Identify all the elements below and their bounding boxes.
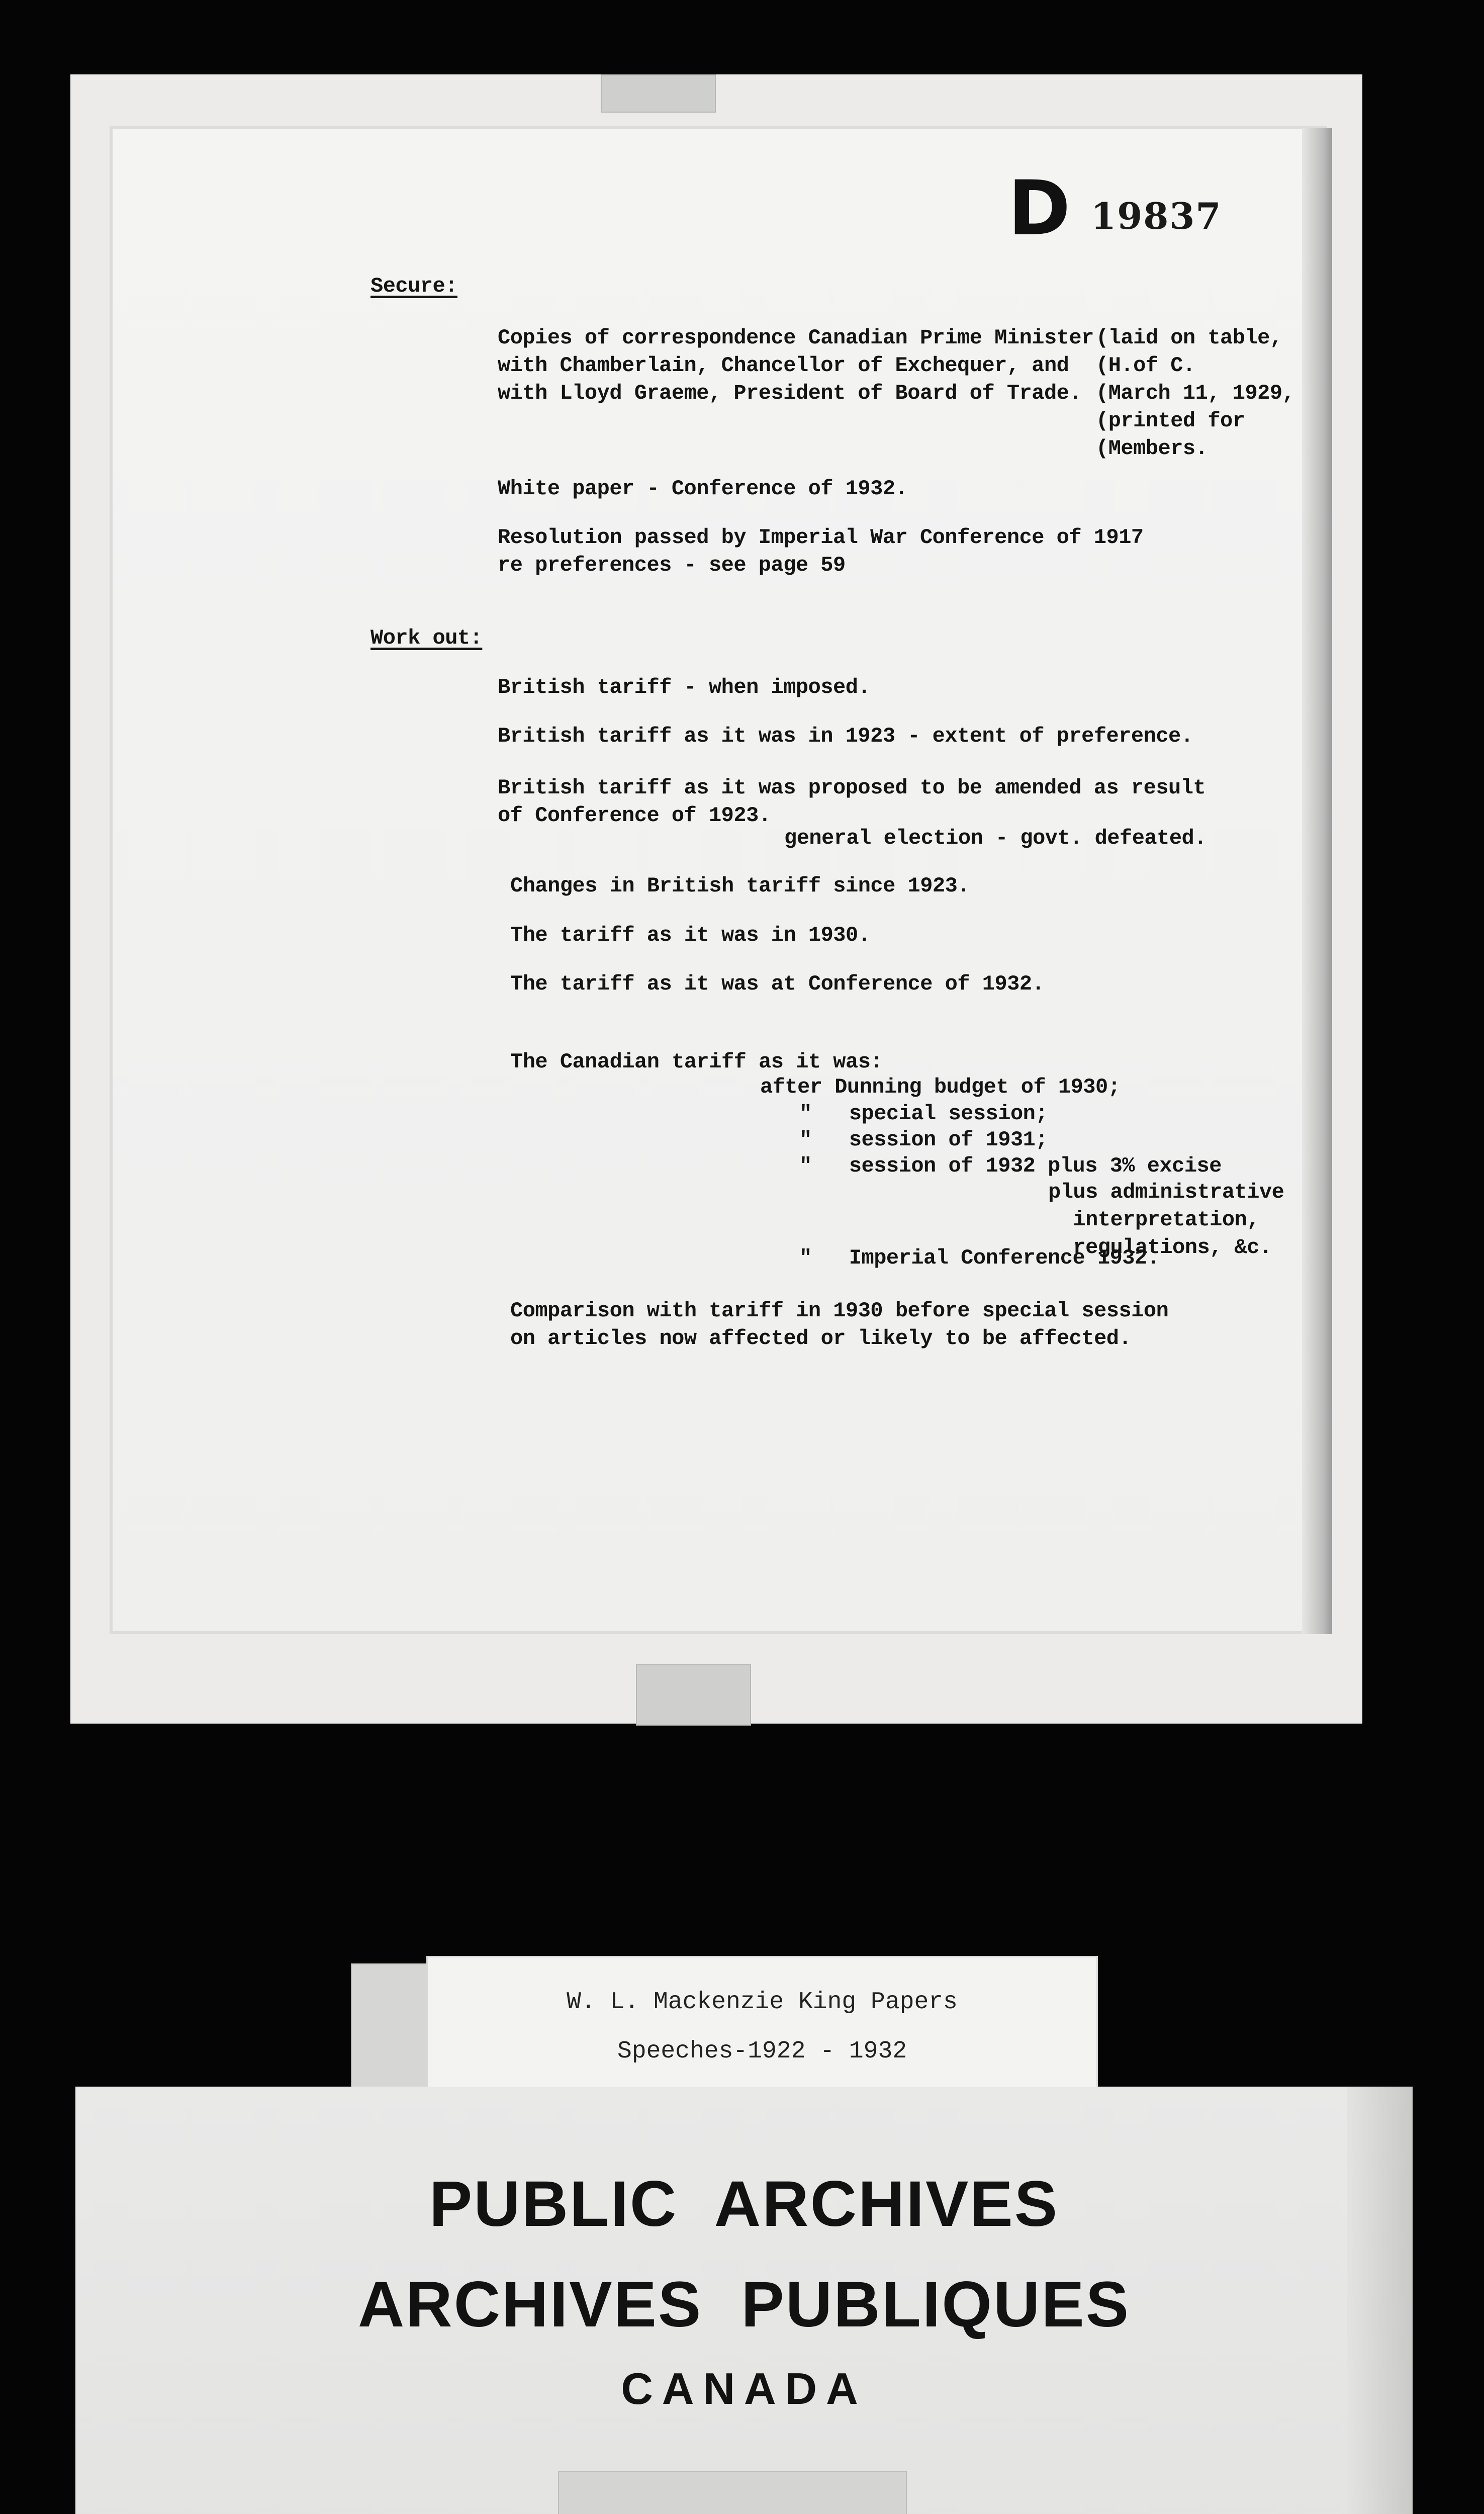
item-imperial-conference: " Imperial Conference 1932. [799,1246,1160,1270]
item-resolution: Resolution passed by Imperial War Conference of 1917 re preferences - see page 59 [498,525,1144,577]
item-administrative: plus administrative interpretation, regulations, &c. [1048,1180,1284,1260]
heading-work-out: Work out: [370,626,483,650]
page-edge-shadow [1302,128,1332,1634]
item-correspondence: Copies of correspondence Canadian Prime Minister with Chamberlain, Chancellor of Exchequer, and with Lloyd Graeme, President of Board of Trade. [498,326,1094,405]
item-tabled-note: (laid on table, (H.of C. (March 11, 1929, (printed for (Members. [1096,326,1295,461]
mount-tab-top [601,74,716,113]
item-white-paper: White paper - Conference of 1932. [498,477,908,501]
document-number: 19837 [1091,195,1222,237]
item-british-tariff-imposed: British tariff - when imposed. [498,675,871,699]
item-british-tariff-1923: British tariff as it was in 1923 - extent of preference. [498,724,1193,748]
item-changes-since-1923: Changes in British tariff since 1923. [510,874,970,898]
series-name: Speeches-1922 - 1932 [617,2038,907,2065]
item-session-1932: " session of 1932 plus 3% excise [799,1154,1222,1178]
mount-tab-bottom [636,1664,751,1726]
collection-name: W. L. Mackenzie King Papers [567,1989,958,2016]
document-letter: D [1008,165,1071,252]
item-tariff-1930: The tariff as it was in 1930. [510,923,871,947]
stamp-archives-publiques: ARCHIVES PUBLIQUES [357,2269,1131,2341]
heading-secure: Secure: [370,274,457,298]
stamp-canada: CANADA [621,2364,867,2413]
collection-label [426,1956,1098,2095]
stamp-card-tab [558,2471,907,2514]
item-british-tariff-proposed: British tariff as it was proposed to be amended as result of Conference of 1923. [498,776,1206,828]
item-canadian-tariff: The Canadian tariff as it was: [510,1050,883,1074]
item-special-session: " special session; [799,1102,1048,1126]
item-general-election: general election - govt. defeated. [784,826,1207,850]
item-comparison: Comparison with tariff in 1930 before special session on articles now affected or likely to be affected. [510,1299,1169,1351]
stamp-public-archives: PUBLIC ARCHIVES [429,2168,1059,2240]
item-dunning-budget: after Dunning budget of 1930; [760,1075,1121,1099]
item-session-1931: " session of 1931; [799,1128,1048,1152]
item-tariff-1932: The tariff as it was at Conference of 1932. [510,972,1045,996]
